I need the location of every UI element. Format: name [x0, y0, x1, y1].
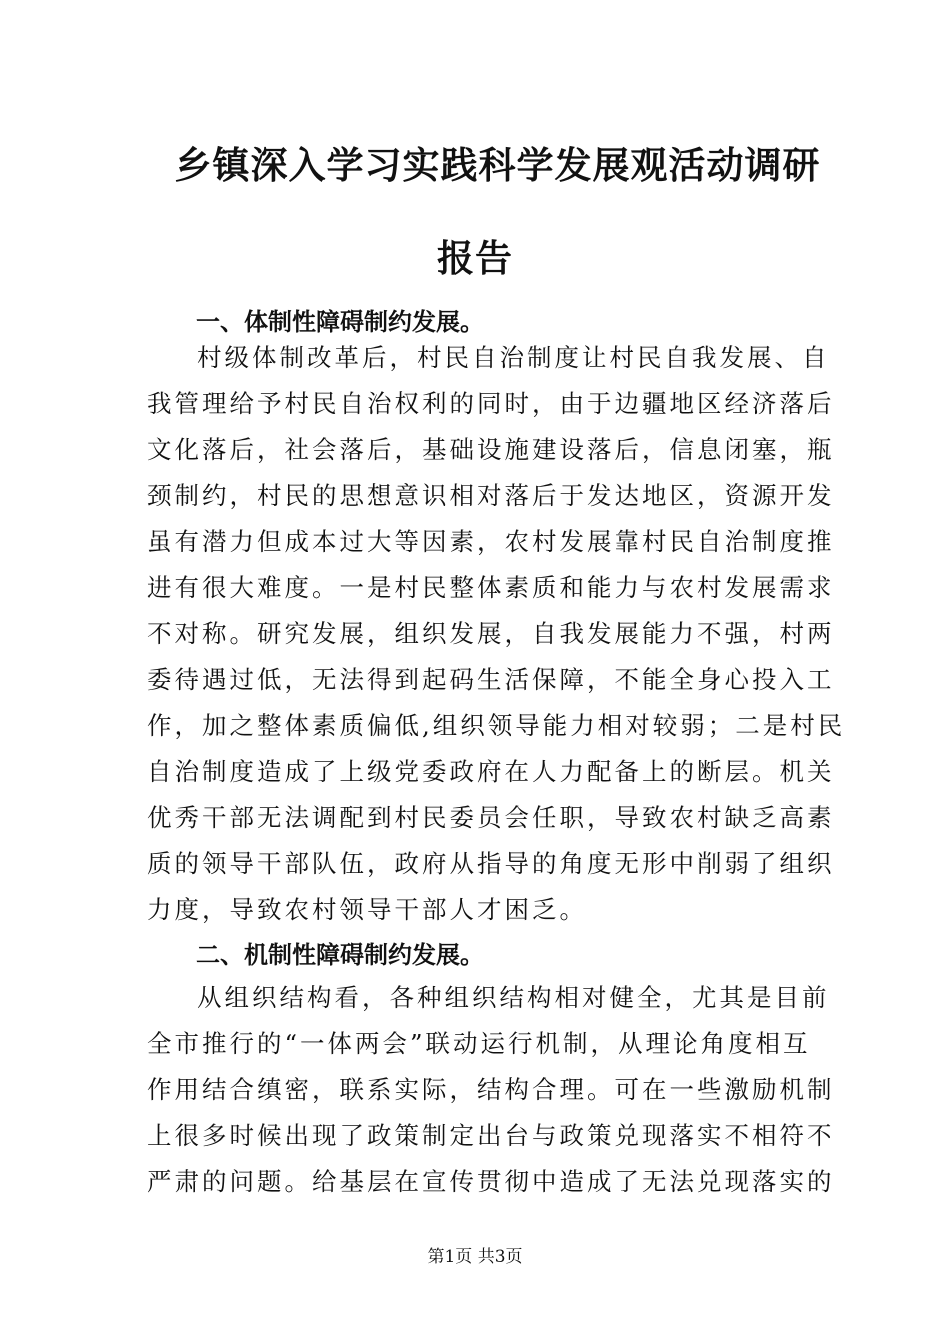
paragraph-line: 虽有潜力但成本过大等因素，农村发展靠村民自治制度推 — [147, 527, 835, 556]
paragraph-line: 上很多时候出现了政策制定出台与政策兑现落实不相符不 — [147, 1121, 835, 1150]
paragraph-line: 作用结合缜密，联系实际，结构合理。可在一些激励机制 — [147, 1075, 835, 1104]
section1-paragraph — [147, 335, 846, 933]
paragraph-line: 进有很大难度。一是村民整体素质和能力与农村发展需求 — [147, 573, 835, 602]
paragraph-line: 我管理给予村民自治权利的同时，由于边疆地区经济落后 — [147, 389, 835, 418]
document-title-line1: 乡镇深入学习实践科学发展观活动调研 — [174, 144, 821, 187]
section2-paragraph — [147, 975, 835, 1205]
paragraph-line: 从组织结构看，各种组织结构相对健全，尤其是目前 — [197, 983, 830, 1012]
paragraph-line: 力度，导致农村领导干部人才困乏。 — [147, 895, 587, 924]
section2-heading: 二、机制性障碍制约发展。 — [196, 941, 484, 969]
paragraph-line: 不对称。研究发展，组织发展，自我发展能力不强，村两 — [147, 619, 835, 648]
paragraph-line: 严肃的问题。给基层在宣传贯彻中造成了无法兑现落实的 — [147, 1167, 835, 1196]
document-title-line2: 报告 — [437, 237, 513, 280]
page-footer: 第1页 共3页 — [427, 1247, 523, 1267]
section1-heading: 一、体制性障碍制约发展。 — [196, 308, 484, 336]
paragraph-line: 村级体制改革后，村民自治制度让村民自我发展、自 — [197, 343, 830, 372]
paragraph-line: 委待遇过低，无法得到起码生活保障，不能全身心投入工 — [147, 665, 835, 694]
paragraph-line: 颈制约，村民的思想意识相对落后于发达地区，资源开发 — [147, 481, 835, 510]
paragraph-line: 作，加之整体素质偏低,组织领导能力相对较弱；二是村民 — [147, 711, 846, 740]
paragraph-line: 文化落后，社会落后，基础设施建设落后，信息闭塞，瓶 — [147, 435, 835, 464]
paragraph-line: 全市推行的“一体两会”联动运行机制，从理论角度相互 — [147, 1029, 811, 1058]
paragraph-line: 优秀干部无法调配到村民委员会任职，导致农村缺乏高素 — [147, 803, 835, 832]
paragraph-line: 质的领导干部队伍，政府从指导的角度无形中削弱了组织 — [147, 849, 835, 878]
paragraph-line: 自治制度造成了上级党委政府在人力配备上的断层。机关 — [147, 757, 835, 786]
